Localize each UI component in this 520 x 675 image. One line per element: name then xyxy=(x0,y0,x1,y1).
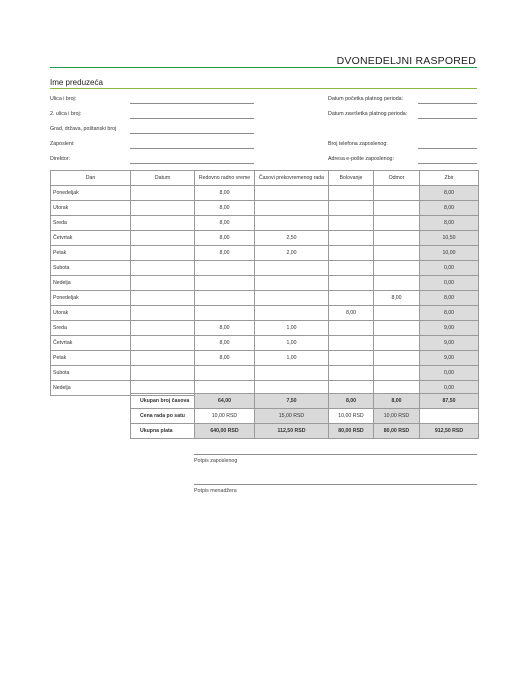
cell-regular[interactable] xyxy=(195,291,255,306)
table-row xyxy=(51,351,479,366)
table-row xyxy=(51,231,479,246)
table-row xyxy=(51,186,479,201)
cell-total: 0,00 xyxy=(420,276,479,291)
cell-overtime[interactable]: 1,00 xyxy=(255,351,329,366)
cell-total: 9,00 xyxy=(420,336,479,351)
cell-regular[interactable]: 8,00 xyxy=(195,201,255,216)
manager-signature-label: Potpis menadžera xyxy=(194,488,237,494)
street2-field[interactable] xyxy=(130,118,254,119)
cell-day: Subota xyxy=(51,366,131,381)
cell-sick[interactable] xyxy=(329,201,374,216)
cell-sick[interactable] xyxy=(329,246,374,261)
cell-vacation[interactable] xyxy=(374,351,420,366)
cell-overtime[interactable] xyxy=(255,201,329,216)
cell-overtime[interactable]: 2,00 xyxy=(255,246,329,261)
cell-date[interactable] xyxy=(131,246,195,261)
cell-regular[interactable] xyxy=(195,306,255,321)
cell-sick[interactable] xyxy=(329,261,374,276)
cell-vacation[interactable] xyxy=(374,201,420,216)
cell-day: Petak xyxy=(51,351,131,366)
cell-regular[interactable]: 8,00 xyxy=(195,186,255,201)
period-end-field[interactable] xyxy=(418,118,477,119)
col-header-overtime: Časovi prekovremenog rada xyxy=(255,171,329,186)
email-label: Adresa e-pošte zaposlenog: xyxy=(328,156,394,162)
period-start-label: Datum početka platnog perioda: xyxy=(328,96,404,102)
hourly-rate-vacation[interactable]: 10,00 RSD xyxy=(374,409,420,424)
cell-vacation[interactable] xyxy=(374,246,420,261)
street-label: Ulica i broj: xyxy=(50,96,77,102)
schedule-table xyxy=(50,170,479,396)
table-row xyxy=(51,336,479,351)
total-pay-overtime: 112,50 RSD xyxy=(255,424,329,439)
cell-day: Subota xyxy=(51,261,131,276)
cell-date[interactable] xyxy=(131,351,195,366)
total-hours-overtime: 7,50 xyxy=(255,394,329,409)
cell-overtime[interactable] xyxy=(255,216,329,231)
totals-table xyxy=(130,393,479,439)
total-pay-label: Ukupna plata xyxy=(131,424,195,439)
period-end-label: Datum završetka platnog perioda: xyxy=(328,111,408,117)
cell-overtime[interactable]: 1,00 xyxy=(255,321,329,336)
total-pay-vacation: 80,00 RSD xyxy=(374,424,420,439)
table-row xyxy=(51,366,479,381)
cell-vacation[interactable] xyxy=(374,186,420,201)
cell-vacation[interactable] xyxy=(374,276,420,291)
hourly-rate-sick[interactable]: 10,00 RSD xyxy=(329,409,374,424)
cell-total: 10,50 xyxy=(420,231,479,246)
city-field[interactable] xyxy=(130,133,254,134)
table-row xyxy=(51,216,479,231)
hourly-rate-regular[interactable]: 10,00 RSD xyxy=(195,409,255,424)
cell-date[interactable] xyxy=(131,231,195,246)
cell-regular[interactable] xyxy=(195,366,255,381)
cell-overtime[interactable] xyxy=(255,366,329,381)
cell-vacation[interactable] xyxy=(374,216,420,231)
col-header-date: Datum xyxy=(131,171,195,186)
cell-date[interactable] xyxy=(131,201,195,216)
cell-sick[interactable] xyxy=(329,216,374,231)
cell-sick[interactable] xyxy=(329,291,374,306)
company-divider xyxy=(50,88,477,89)
cell-day: Utorak xyxy=(51,306,131,321)
cell-vacation[interactable] xyxy=(374,366,420,381)
title-divider xyxy=(50,67,477,68)
cell-total: 8,00 xyxy=(420,201,479,216)
street2-label: 2. ulica i broj: xyxy=(50,111,82,117)
total-pay-row xyxy=(131,424,479,439)
cell-sick[interactable] xyxy=(329,276,374,291)
cell-vacation[interactable] xyxy=(374,336,420,351)
cell-day: Petak xyxy=(51,246,131,261)
cell-regular[interactable]: 8,00 xyxy=(195,246,255,261)
manager-signature-line[interactable] xyxy=(194,484,477,485)
cell-overtime[interactable] xyxy=(255,186,329,201)
total-hours-vacation: 8,00 xyxy=(374,394,420,409)
cell-regular[interactable]: 8,00 xyxy=(195,216,255,231)
cell-regular[interactable]: 8,00 xyxy=(195,231,255,246)
cell-sick[interactable] xyxy=(329,366,374,381)
cell-total: 10,00 xyxy=(420,246,479,261)
cell-overtime[interactable] xyxy=(255,306,329,321)
director-field[interactable] xyxy=(130,163,254,164)
cell-regular[interactable]: 8,00 xyxy=(195,351,255,366)
cell-total: 8,00 xyxy=(420,291,479,306)
cell-vacation[interactable]: 8,00 xyxy=(374,291,420,306)
cell-sick[interactable] xyxy=(329,186,374,201)
phone-label: Broj telefona zaposlenog: xyxy=(328,141,388,147)
cell-sick[interactable] xyxy=(329,321,374,336)
cell-date[interactable] xyxy=(131,291,195,306)
cell-total: 8,00 xyxy=(420,186,479,201)
cell-overtime[interactable]: 1,00 xyxy=(255,336,329,351)
cell-sick[interactable] xyxy=(329,351,374,366)
cell-vacation[interactable] xyxy=(374,321,420,336)
cell-regular[interactable] xyxy=(195,261,255,276)
cell-day: Sreda xyxy=(51,321,131,336)
street-field[interactable] xyxy=(130,103,254,104)
table-row xyxy=(51,201,479,216)
col-header-day: Dan xyxy=(51,171,131,186)
table-row xyxy=(51,246,479,261)
total-hours-row xyxy=(131,394,479,409)
cell-date[interactable] xyxy=(131,276,195,291)
cell-overtime[interactable] xyxy=(255,276,329,291)
total-hours-sick: 8,00 xyxy=(329,394,374,409)
cell-total: 0,00 xyxy=(420,366,479,381)
table-header-row xyxy=(51,171,479,186)
hourly-rate-overtime[interactable]: 15,00 RSD xyxy=(255,409,329,424)
cell-sick[interactable] xyxy=(329,231,374,246)
cell-overtime[interactable] xyxy=(255,261,329,276)
cell-day: Nedelja xyxy=(51,381,131,396)
cell-total: 0,00 xyxy=(420,381,479,396)
cell-regular[interactable]: 8,00 xyxy=(195,336,255,351)
employee-signature-line[interactable] xyxy=(194,454,477,455)
employee-field[interactable] xyxy=(130,148,254,149)
hourly-rate-row xyxy=(131,409,479,424)
col-header-total: Zbir xyxy=(420,171,479,186)
cell-day: Sreda xyxy=(51,216,131,231)
cell-total: 9,00 xyxy=(420,321,479,336)
cell-day: Ponedeljak xyxy=(51,291,131,306)
cell-day: Utorak xyxy=(51,201,131,216)
cell-date[interactable] xyxy=(131,216,195,231)
cell-regular[interactable] xyxy=(195,276,255,291)
cell-vacation[interactable] xyxy=(374,306,420,321)
cell-day: Četvrtak xyxy=(51,336,131,351)
cell-day: Ponedeljak xyxy=(51,186,131,201)
table-row xyxy=(51,321,479,336)
col-header-regular: Redovno radno vreme xyxy=(195,171,255,186)
cell-total: 0,00 xyxy=(420,261,479,276)
total-hours-label: Ukupan broj časova xyxy=(131,394,195,409)
cell-overtime[interactable]: 2,50 xyxy=(255,231,329,246)
total-pay-sum: 912,50 RSD xyxy=(420,424,479,439)
period-start-field[interactable] xyxy=(418,103,477,104)
cell-total: 8,00 xyxy=(420,306,479,321)
cell-vacation[interactable] xyxy=(374,261,420,276)
cell-date[interactable] xyxy=(131,336,195,351)
document-title: DVONEDELJNI RASPORED xyxy=(336,55,476,67)
employee-signature-label: Potpis zaposlenog xyxy=(194,458,238,464)
col-header-sick: Bolovanje xyxy=(329,171,374,186)
table-row xyxy=(51,261,479,276)
cell-regular[interactable]: 8,00 xyxy=(195,321,255,336)
email-field[interactable] xyxy=(418,163,477,164)
director-label: Direktor: xyxy=(50,156,71,162)
cell-overtime[interactable] xyxy=(255,291,329,306)
employee-label: Zaposleni: xyxy=(50,141,75,147)
cell-date[interactable] xyxy=(131,186,195,201)
total-pay-sick: 80,00 RSD xyxy=(329,424,374,439)
cell-total: 8,00 xyxy=(420,216,479,231)
cell-date[interactable] xyxy=(131,306,195,321)
phone-field[interactable] xyxy=(418,148,477,149)
table-row xyxy=(51,291,479,306)
cell-day: Nedelja xyxy=(51,276,131,291)
cell-date[interactable] xyxy=(131,261,195,276)
cell-date[interactable] xyxy=(131,321,195,336)
cell-sick[interactable] xyxy=(329,336,374,351)
cell-date[interactable] xyxy=(131,366,195,381)
table-row xyxy=(51,276,479,291)
city-label: Grad, država, poštanski broj xyxy=(50,126,117,132)
cell-day: Četvrtak xyxy=(51,231,131,246)
hourly-rate-sum xyxy=(420,409,479,424)
cell-vacation[interactable] xyxy=(374,231,420,246)
total-hours-sum: 87,50 xyxy=(420,394,479,409)
cell-sick[interactable]: 8,00 xyxy=(329,306,374,321)
cell-total: 9,00 xyxy=(420,351,479,366)
total-hours-regular: 64,00 xyxy=(195,394,255,409)
total-pay-regular: 640,00 RSD xyxy=(195,424,255,439)
hourly-rate-label: Cena rada po satu xyxy=(131,409,195,424)
company-name: Ime preduzeća xyxy=(50,78,103,87)
table-row xyxy=(51,306,479,321)
col-header-vacation: Odmor xyxy=(374,171,420,186)
